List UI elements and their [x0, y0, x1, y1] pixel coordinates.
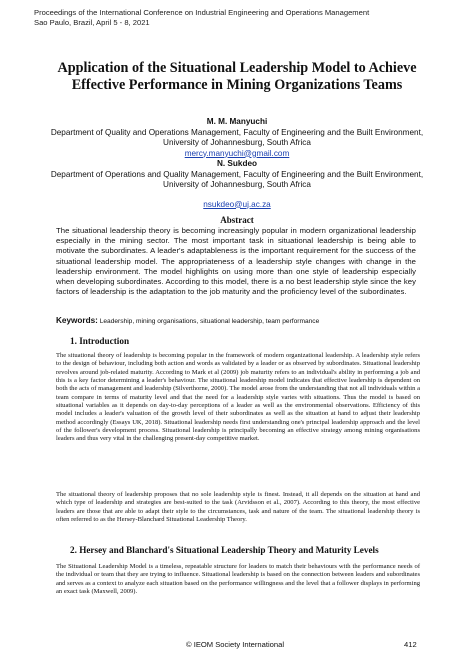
abstract-heading: Abstract: [220, 215, 254, 225]
section-heading-hersey-blanchard: 2. Hersey and Blanchard's Situational Leadership Theory and Maturity Levels: [70, 545, 379, 555]
keywords-text: Leadership, mining organisations, situational leadership, team performance: [99, 318, 320, 325]
author-block-1: [40, 117, 434, 159]
author-email-link[interactable]: nsukdeo@uj.ac.za: [203, 199, 271, 209]
paper-title: Application of the Situational Leadership Model to Achieve Effective Performance in Mining Organizations Teams: [57, 60, 417, 93]
keywords-line: [56, 316, 418, 325]
header-line-2: Sao Paulo, Brazil, April 5 - 8, 2021: [34, 18, 150, 27]
keywords-label: Keywords:: [56, 316, 98, 325]
author-block-2: [40, 159, 434, 210]
section-heading-introduction: 1. Introduction: [70, 336, 130, 346]
author-affiliation: Department of Quality and Operations Management, Faculty of Engineering and the Built Environment, University of Johannesburg, South Africa: [50, 127, 424, 147]
body-paragraph: The Situational Leadership Model is a timeless, repeatable structure for leaders to match their behaviours with the performance needs of the individual or team that they are trying to influence. Situational leadership is based on the connection between leaders and subordinates and serves as a context to analyze each situation based on the performance willingness and the level that a follower displays in performing an exact task (Maxwell, 2009).: [56, 563, 420, 596]
footer-page-number: 412: [404, 640, 417, 649]
header-line-1: Proceedings of the International Conference on Industrial Engineering and Operations Management: [34, 8, 370, 17]
author-name: N. Sukdeo: [216, 159, 258, 168]
footer-copyright: © IEOM Society International: [186, 640, 285, 649]
author-name: M. M. Manyuchi: [206, 117, 268, 126]
author-email-link[interactable]: mercy.manyuchi@gmail.com: [184, 148, 290, 158]
body-paragraph: The situational theory of leadership proposes that no sole leadership style is finest. Instead, it all depends on the situation at hand and which type of leadership and strategies are best-suited to the task (Arvidsson et al., 2007). According to this theory, the most effective leaders are those that are able to adapt their style to the circumstances, task and nature of the team. The situational leadership theory is often referred to as the Hersey-Blanchard Situational Leadership Theory.: [56, 491, 420, 524]
abstract-text: The situational leadership theory is becoming increasingly popular in modern organizational leadership especially in the mining sector. The most important task in situational leadership is being able to motivate the subordinates. A leader's adaptableness is the important requirement for the success of the situational leadership model. The appropriateness of a leadership style changes with change in the leadership environment. The model highlights on using more than one style of leadership especially when developing subordinates. According to this model, there is a no best leadership style since the key factors of leadership is the adaptation to the job maturity and the proficiency level of the subordinates.: [56, 226, 416, 297]
body-paragraph: The situational theory of leadership is becoming popular in the framework of modern organizational leadership. A leadership style refers to the design of behaviour, including both action and words as validated by a leader or as observed by subordinates. Situational leadership revolves around job-related maturity. According to Mark et al (2009) job maturity refers to an individual's ability in performing a job and this is a key factor determining a leader's behaviour. The situational leadership model indicates that effective leadership is dependent on both the acts of management and leadership (Silverthorne, 2000). The model arose from the understanding that not all individuals within a team compare in terms of maturity level and that the need for a leadership style varies with situations. Thus the model is based on situational variables as it depends on day-to-day perceptions of a leader as well as the environmental observations. Efficiency of this model includes a leader's valuation of the growth level of their subordinates as well as the situation at hand to adjust their leadership method accordingly (Essays UK, 2018). Situational leadership needs first understanding one's principal leadership approach and the level of the follower's development process. Situational leadership is principally becoming an effective strategy among mining organisations leaders and thus very vital in the challenging present-day competitive market.: [56, 352, 420, 443]
proceedings-header: [34, 8, 454, 28]
author-affiliation: Department of Operations and Quality Management, Faculty of Engineering and the Built Environment, University of Johannesburg, South Africa: [50, 169, 424, 189]
